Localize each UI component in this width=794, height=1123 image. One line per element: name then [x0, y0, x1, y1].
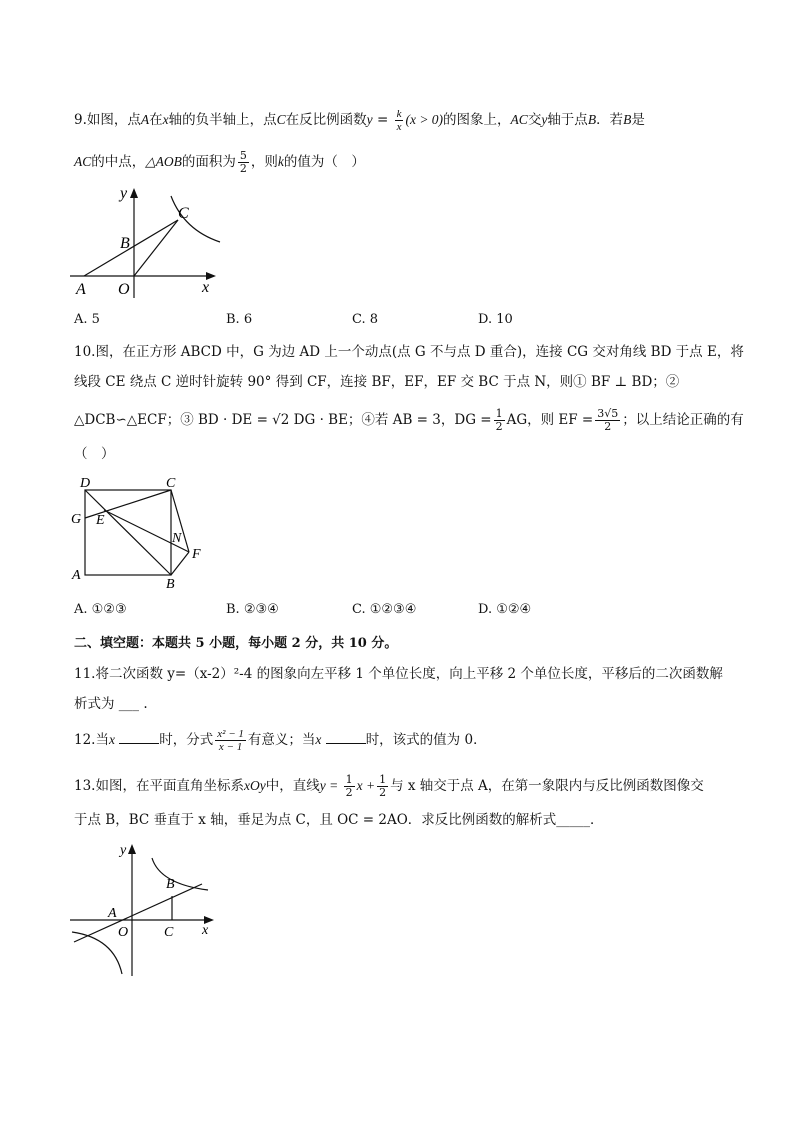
- q9-line1: [74, 108, 645, 133]
- segment-ac: AC: [74, 154, 92, 169]
- q9-option-d[interactable]: D. 10: [478, 312, 513, 327]
- half-fraction: [344, 774, 355, 799]
- q10-option-b[interactable]: B. ②③④: [226, 602, 279, 617]
- answer-blank-2[interactable]: [326, 729, 366, 744]
- label-o: O: [118, 281, 130, 298]
- q13-figure: [68, 838, 224, 978]
- label-f: F: [192, 547, 201, 562]
- fraction-numerator: 1: [495, 407, 503, 420]
- q10-line2: 线段 CE 绕点 C 逆时针旋转 90° 得到 CF，连接 BF，EF，EF 交 BC 于点 N，则① BF ⊥ BD；②: [74, 374, 680, 390]
- fraction-denominator: 2: [495, 420, 503, 433]
- label-e: E: [96, 513, 105, 528]
- fraction-denominator: 2: [345, 786, 353, 799]
- point-a: A: [140, 112, 150, 127]
- label-a: A: [72, 568, 81, 583]
- segment-bf: [171, 552, 189, 575]
- var-x: x: [162, 112, 169, 127]
- q10-line3: [74, 408, 744, 433]
- q10-text: AG，则 EF =: [506, 412, 594, 428]
- triangle-aob: △AOB: [145, 154, 182, 169]
- domain-condition: (x > 0): [405, 112, 444, 127]
- diagonal-bd: [85, 490, 171, 575]
- line-equation-lhs: y =: [319, 778, 342, 793]
- label-x: x: [202, 279, 210, 296]
- q9-text: 是: [631, 112, 645, 128]
- q13-line1: [74, 774, 704, 799]
- q10-text: △DCB∽△ECF；③ BD · DE = √2 DG · BE；④若 AB = 3，DG =: [74, 412, 492, 428]
- q13-text: 与 x 轴交于点 A，在第一象限内与反比例函数图像交: [390, 778, 704, 794]
- label-n: N: [172, 531, 182, 546]
- fraction-denominator: x − 1: [218, 741, 243, 753]
- fraction-numerator: 1: [345, 773, 353, 786]
- q13-line2: 于点 B，BC 垂直于 x 轴，垂足为点 C，且 OC = 2AO．求反比例函数的解析式_____．: [74, 812, 604, 828]
- label-y: y: [120, 185, 128, 202]
- q9-text: 在反比例函数: [285, 112, 367, 128]
- equals: =: [372, 112, 393, 128]
- q9-option-a[interactable]: A. 5: [74, 312, 100, 327]
- q10-option-d[interactable]: D. ①②④: [478, 602, 532, 617]
- fraction-denominator: 2: [379, 786, 387, 799]
- q9-text: ．若: [596, 112, 624, 128]
- q9-text: 轴的负半轴上，点: [168, 112, 277, 128]
- q9-text: 交: [527, 112, 542, 128]
- rational-fraction: [215, 728, 246, 753]
- half-fraction: [377, 774, 388, 799]
- label-o: O: [118, 925, 129, 940]
- line-equation-mid: x +: [356, 778, 376, 793]
- label-c: C: [164, 925, 174, 940]
- q12-text: 有意义；当: [247, 732, 316, 748]
- q10-figure: [68, 472, 218, 594]
- ef-fraction: [595, 408, 620, 433]
- q10-option-a[interactable]: A. ①②③: [74, 602, 127, 617]
- fraction-denominator: 2: [239, 162, 247, 175]
- q11-line1: 11.将二次函数 y=（x-2）²-4 的图象向左平移 1 个单位长度，向上平移 2 个单位长度，平移后的二次函数解: [74, 666, 723, 682]
- q10-line1: 10.图，在正方形 ABCD 中，G 为边 AD 上一个动点(点 G 不与点 D 重合)，连接 CG 交对角线 BD 于点 E，将: [74, 344, 744, 360]
- point-b: B: [587, 112, 597, 127]
- label-b: B: [120, 235, 130, 252]
- y-axis-arrow: [130, 188, 138, 198]
- point-b: B: [623, 112, 632, 127]
- section-heading: 二、填空题：本题共 5 小题，每小题 2 分，共 10 分。: [74, 636, 398, 651]
- q9-text: 在: [149, 112, 163, 128]
- q10-line4: （ ）: [74, 446, 115, 462]
- q9-option-c[interactable]: C. 8: [352, 312, 379, 327]
- q10-text: ；以上结论正确的有: [622, 412, 744, 428]
- label-a: A: [108, 906, 117, 921]
- q13-text: 中，直线: [265, 778, 320, 794]
- line-ab: [74, 884, 202, 942]
- point-c: C: [276, 112, 286, 127]
- q9-option-b[interactable]: B. 6: [226, 312, 253, 327]
- label-d: D: [80, 476, 91, 491]
- fraction-numerator: k: [396, 108, 402, 120]
- label-c: C: [166, 476, 176, 491]
- var-k: k: [277, 154, 284, 169]
- var-y: y: [541, 112, 548, 127]
- fraction-denominator: 2: [604, 420, 612, 433]
- fraction-numerator: 3√5: [597, 407, 619, 420]
- fraction-denominator: x: [396, 121, 402, 133]
- label-g: G: [71, 512, 82, 527]
- var-y: y: [366, 112, 373, 127]
- answer-blank-1[interactable]: [119, 729, 159, 744]
- fraction-numerator: x² − 1: [217, 728, 244, 740]
- q12-text: 12.当: [74, 732, 109, 748]
- fraction-numerator: 1: [379, 773, 387, 786]
- coordinate-system: xOy: [243, 778, 266, 793]
- segment-oc-line: [134, 220, 178, 276]
- q9-text: 9.如图，点: [74, 112, 141, 128]
- q9-line2: [74, 150, 365, 175]
- var-x: x: [108, 732, 115, 747]
- q9-text: 的中点，: [91, 154, 146, 170]
- five-halves-fraction: [238, 150, 249, 175]
- q12-text: 时，分式: [159, 732, 214, 748]
- q9-text: ，则: [250, 154, 278, 170]
- label-y: y: [120, 843, 127, 858]
- q12-text: 时，该式的值为 0．: [365, 732, 487, 748]
- q9-text: 的面积为: [181, 154, 236, 170]
- q9-text: 的图象上，: [443, 112, 511, 128]
- fraction-numerator: 5: [239, 149, 247, 162]
- segment-ac: AC: [510, 112, 528, 127]
- label-a: A: [76, 281, 86, 298]
- label-b: B: [166, 577, 175, 592]
- var-x: x: [315, 732, 322, 747]
- half-fraction: [494, 408, 505, 433]
- label-b: B: [166, 877, 175, 892]
- q9-text: 轴于点: [547, 112, 588, 128]
- y-axis-arrow: [128, 844, 136, 854]
- hyperbola-branch-2: [72, 932, 122, 974]
- q9-text: 的值为（ ）: [283, 154, 365, 170]
- q13-text: 13.如图，在平面直角坐标系: [74, 778, 244, 794]
- q10-option-c[interactable]: C. ①②③④: [352, 602, 417, 617]
- q11-line2: 析式为 ___ .: [74, 696, 148, 712]
- q9-figure: [68, 180, 228, 300]
- label-x: x: [202, 923, 209, 938]
- k-over-x-fraction: [395, 108, 404, 133]
- segment-ac-line: [84, 220, 178, 276]
- q12-line: [74, 728, 487, 753]
- label-c: C: [178, 205, 189, 222]
